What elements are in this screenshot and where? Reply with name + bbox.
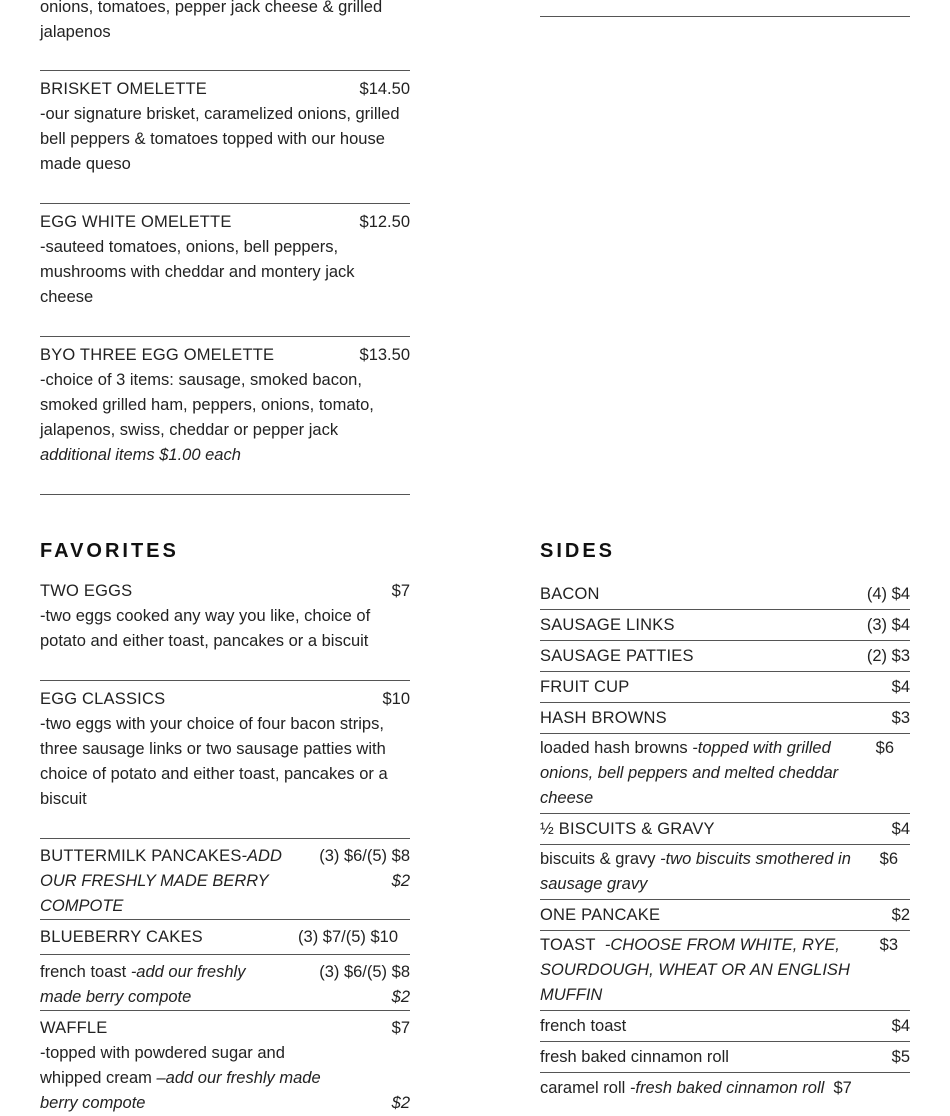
item-price: $7 — [391, 1019, 410, 1037]
item-name: ONE PANCAKE — [540, 905, 661, 924]
item-price: (2) $3 — [866, 646, 910, 665]
menu-item-brisket-omelette — [40, 71, 410, 204]
side-hash-browns — [540, 703, 910, 734]
item-price: $4 — [891, 677, 910, 696]
item-description: onions, tomatoes, pepper jack cheese & grilled jalapenos — [40, 0, 383, 41]
item-name: SAUSAGE LINKS — [540, 615, 675, 634]
menu-item-egg-classics — [40, 681, 410, 839]
menu-item-blueberry-cakes — [40, 920, 410, 955]
item-name: TOAST — [540, 936, 596, 954]
item-name: HASH BROWNS — [540, 708, 667, 727]
item-price: (3) $6/(5) $8 — [319, 847, 410, 865]
favorites-section — [40, 579, 410, 1116]
item-name: loaded hash browns — [540, 739, 688, 757]
item-price: (3) $7/(5) $10 — [298, 928, 398, 946]
item-price: $6 — [879, 850, 898, 868]
item-note: -fresh baked cinnamon roll — [629, 1078, 825, 1097]
side-half-biscuits-gravy — [540, 814, 910, 845]
item-addon: -add our freshly made berry compote — [40, 963, 246, 1006]
side-one-pancake — [540, 900, 910, 931]
menu-item-fragment — [40, 0, 410, 71]
item-price: $3 — [891, 708, 910, 727]
addon-price: $2 — [391, 1094, 410, 1112]
menu-item-waffle — [40, 1011, 410, 1116]
item-price: $10 — [382, 690, 410, 708]
item-name: BUTTERMILK PANCAKES — [40, 847, 242, 865]
item-price: $7 — [391, 582, 410, 600]
item-name: ½ BISCUITS & GRAVY — [540, 819, 715, 838]
item-description: -two eggs with your choice of four bacon strips, three sausage links or two sausage patties with choice of potato and either toast, pancakes or a biscuit — [40, 715, 388, 808]
omelette-section — [40, 0, 410, 495]
side-loaded-hash-browns — [540, 734, 910, 814]
item-description: -two eggs cooked any way you like, choice of potato and either toast, pancakes or a biscuit — [40, 607, 371, 650]
side-bacon — [540, 579, 910, 610]
side-french-toast — [540, 1011, 910, 1042]
item-price: $13.50 — [359, 346, 410, 364]
item-price: $14.50 — [359, 80, 410, 98]
item-description: -choice of 3 items: sausage, smoked bacon, smoked grilled ham, peppers, onions, tomato, jalapenos, swiss, cheddar or pepper jack — [40, 371, 374, 439]
item-price: $2 — [891, 905, 910, 924]
item-name: BRISKET OMELETTE — [40, 80, 208, 98]
item-name: french toast — [40, 963, 127, 981]
item-name: BYO THREE EGG OMELETTE — [40, 346, 275, 364]
item-price: $3 — [879, 936, 898, 954]
item-name: fresh baked cinnamon roll — [540, 1047, 729, 1066]
side-sausage-patties — [540, 641, 910, 672]
favorites-title: FAVORITES — [40, 540, 179, 562]
item-name: caramel roll — [540, 1078, 626, 1097]
addon-price: $2 — [391, 988, 410, 1006]
divider — [540, 16, 910, 17]
item-price: $4 — [891, 819, 910, 838]
item-note: -two biscuits smothered in sausage gravy — [540, 850, 851, 893]
item-name: BLUEBERRY CAKES — [40, 928, 203, 946]
side-toast — [540, 931, 910, 1011]
menu-item-byo-omelette — [40, 337, 410, 495]
item-name: FRUIT CUP — [540, 677, 630, 696]
item-price: $6 — [875, 739, 894, 757]
sides-section — [540, 579, 910, 1103]
item-price: $7 — [833, 1078, 852, 1097]
item-description: -sauteed tomatoes, onions, bell peppers, mushrooms with cheddar and montery jack cheese — [40, 238, 355, 306]
previous-section-end — [540, 0, 910, 17]
item-name: EGG CLASSICS — [40, 690, 166, 708]
item-price: $4 — [891, 1016, 910, 1035]
side-fruit-cup — [540, 672, 910, 703]
item-price: $12.50 — [359, 213, 410, 231]
item-price: (3) $6/(5) $8 — [319, 963, 410, 981]
item-note: -CHOOSE FROM WHITE, RYE, SOURDOUGH, WHEAT OR AN ENGLISH MUFFIN — [540, 936, 850, 1004]
menu-item-egg-white-omelette — [40, 204, 410, 337]
menu-item-two-eggs — [40, 579, 410, 681]
item-note: additional items $1.00 each — [40, 446, 241, 464]
item-price: (3) $4 — [866, 615, 910, 634]
menu-item-buttermilk-pancakes — [40, 839, 410, 920]
item-name: biscuits & gravy — [540, 850, 656, 868]
side-caramel-roll — [540, 1073, 910, 1103]
side-biscuits-gravy — [540, 845, 910, 900]
sides-title: SIDES — [540, 540, 616, 562]
item-description: -topped with powdered sugar and whipped cream — [40, 1044, 285, 1087]
item-price: (4) $4 — [866, 584, 910, 603]
addon-price: $2 — [391, 872, 410, 890]
item-price: $5 — [891, 1047, 910, 1066]
item-name: WAFFLE — [40, 1019, 108, 1037]
item-name: TWO EGGS — [40, 582, 133, 600]
menu-item-french-toast — [40, 955, 410, 1011]
item-addon: -ADD OUR FRESHLY MADE BERRY COMPOTE — [40, 847, 282, 915]
item-name: french toast — [540, 1016, 627, 1035]
side-cinnamon-roll — [540, 1042, 910, 1073]
item-name: SAUSAGE PATTIES — [540, 646, 694, 665]
item-note: -topped with grilled onions, bell peppers and melted cheddar cheese — [540, 739, 839, 807]
side-sausage-links — [540, 610, 910, 641]
item-name: BACON — [540, 584, 600, 603]
item-description: -our signature brisket, caramelized onions, grilled bell peppers & tomatoes topped with our house made queso — [40, 105, 400, 173]
item-addon: –add our freshly made berry compote — [40, 1069, 321, 1112]
item-name: EGG WHITE OMELETTE — [40, 213, 232, 231]
